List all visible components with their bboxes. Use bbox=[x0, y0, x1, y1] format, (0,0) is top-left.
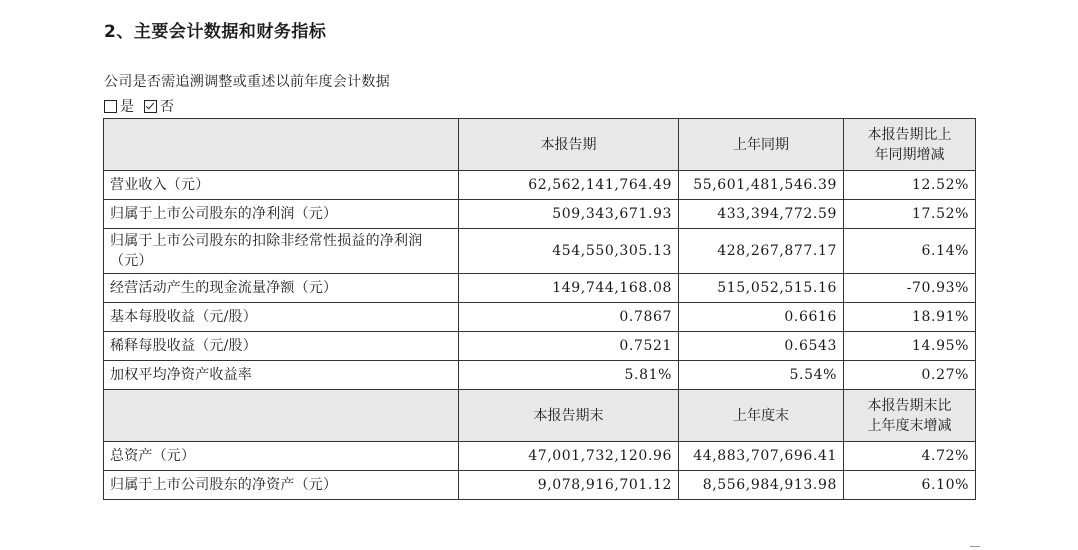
cell-prior: 433,394,772.59 bbox=[679, 200, 844, 229]
cell-prior: 44,883,707,696.41 bbox=[679, 442, 844, 471]
table-row bbox=[104, 361, 976, 390]
table-row bbox=[104, 471, 976, 500]
cell-change: 14.95% bbox=[844, 332, 976, 361]
table-row bbox=[104, 274, 976, 303]
cell-change: 6.10% bbox=[844, 471, 976, 500]
header-cell: 本报告期比上 年同期增减 bbox=[844, 119, 976, 171]
cell-current: 149,744,168.08 bbox=[459, 274, 679, 303]
cell-prior: 8,556,984,913.98 bbox=[679, 471, 844, 500]
cell-prior: 5.54% bbox=[679, 361, 844, 390]
cell-change: -70.93% bbox=[844, 274, 976, 303]
header-cell bbox=[104, 390, 459, 442]
table-row bbox=[104, 171, 976, 200]
cell-change: 6.14% bbox=[844, 229, 976, 274]
table-row bbox=[104, 332, 976, 361]
cell-change: 17.52% bbox=[844, 200, 976, 229]
header-cell: 本报告期末比 上年度末增减 bbox=[844, 390, 976, 442]
row-label: 稀释每股收益（元/股） bbox=[104, 332, 459, 361]
header-cell: 本报告期末 bbox=[459, 390, 679, 442]
cell-current: 9,078,916,701.12 bbox=[459, 471, 679, 500]
table-row bbox=[104, 200, 976, 229]
table-row bbox=[104, 229, 976, 274]
cell-prior: 515,052,515.16 bbox=[679, 274, 844, 303]
cell-current: 47,001,732,120.96 bbox=[459, 442, 679, 471]
row-label: 总资产（元） bbox=[104, 442, 459, 471]
table-row bbox=[104, 442, 976, 471]
section-heading: 2、主要会计数据和财务指标 bbox=[104, 22, 327, 42]
header-cell: 上年同期 bbox=[679, 119, 844, 171]
cell-current: 454,550,305.13 bbox=[459, 229, 679, 274]
cell-prior: 0.6616 bbox=[679, 303, 844, 332]
row-label: 营业收入（元） bbox=[104, 171, 459, 200]
cell-current: 5.81% bbox=[459, 361, 679, 390]
cell-prior: 55,601,481,546.39 bbox=[679, 171, 844, 200]
cell-change: 0.27% bbox=[844, 361, 976, 390]
cell-prior: 0.6543 bbox=[679, 332, 844, 361]
restatement-question: 公司是否需追溯调整或重述以前年度会计数据 bbox=[104, 74, 390, 90]
restatement-options bbox=[104, 96, 184, 116]
cell-change: 4.72% bbox=[844, 442, 976, 471]
row-label: 归属于上市公司股东的净资产（元） bbox=[104, 471, 459, 500]
header-cell: 上年度末 bbox=[679, 390, 844, 442]
option-yes[interactable] bbox=[104, 96, 134, 116]
financial-indicators-table bbox=[103, 118, 976, 500]
row-label: 加权平均净资产收益率 bbox=[104, 361, 459, 390]
checkbox-checked-icon[interactable] bbox=[144, 100, 157, 113]
cell-current: 0.7867 bbox=[459, 303, 679, 332]
header-cell bbox=[104, 119, 459, 171]
cell-change: 12.52% bbox=[844, 171, 976, 200]
row-label: 归属于上市公司股东的扣除非经常性损益的净利润（元） bbox=[104, 229, 459, 274]
page-corner-mark bbox=[970, 546, 980, 550]
row-label: 归属于上市公司股东的净利润（元） bbox=[104, 200, 459, 229]
table-header-row bbox=[104, 119, 976, 171]
row-label: 经营活动产生的现金流量净额（元） bbox=[104, 274, 459, 303]
checkbox-unchecked-icon[interactable] bbox=[104, 100, 117, 113]
table-header-row bbox=[104, 390, 976, 442]
cell-current: 0.7521 bbox=[459, 332, 679, 361]
row-label: 基本每股收益（元/股） bbox=[104, 303, 459, 332]
option-yes-label: 是 bbox=[120, 99, 134, 115]
option-no-label: 否 bbox=[160, 99, 174, 115]
table-row bbox=[104, 303, 976, 332]
cell-current: 509,343,671.93 bbox=[459, 200, 679, 229]
cell-change: 18.91% bbox=[844, 303, 976, 332]
cell-prior: 428,267,877.17 bbox=[679, 229, 844, 274]
cell-current: 62,562,141,764.49 bbox=[459, 171, 679, 200]
option-no[interactable] bbox=[144, 96, 174, 116]
header-cell: 本报告期 bbox=[459, 119, 679, 171]
